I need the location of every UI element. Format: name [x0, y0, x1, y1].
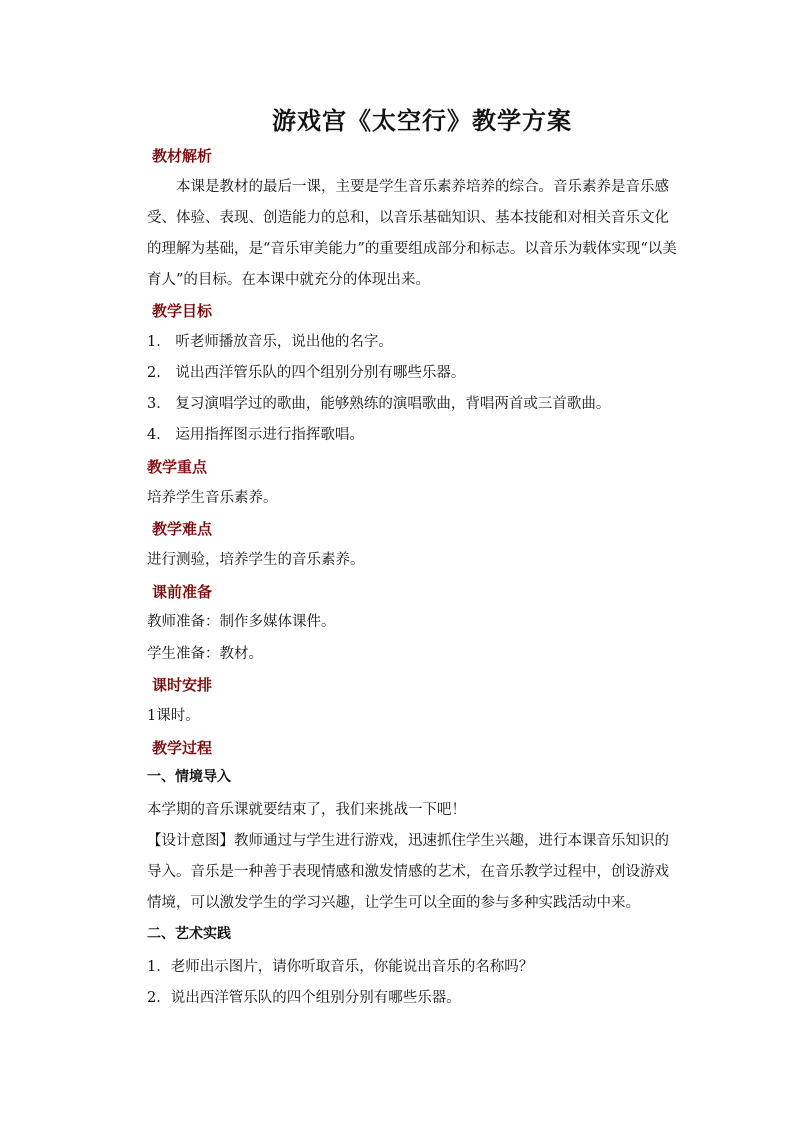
goal-item-2: 2． 说出西洋管乐队的四个组别分别有哪些乐器。	[147, 365, 466, 381]
paragraph-nandian: 进行测验，培养学生的音乐素养。	[147, 552, 365, 568]
paragraph-part1: 本学期的音乐课就要结束了，我们来挑战一下吧！	[147, 802, 466, 818]
heading-nandian: 教学难点	[152, 520, 213, 538]
goal-item-1: 1． 听老师播放音乐，说出他的名字。	[147, 334, 393, 350]
part2-item-1: 1．老师出示图片，请你听取音乐，你能说出音乐的名称吗？	[147, 959, 534, 975]
paragraph-jiaocai: 本课是教材的最后一课，主要是学生音乐素养培养的综合。音乐素养是音乐感受、体验、表现、创造能力的总和，以音乐基础知识、基本技能和对相关音乐文化的理解为基础，是“音乐审美能力”的重要组成部分和标志。以音乐为载体实现“以美育人”的目标。在本课中就充分的体现出来。	[147, 179, 677, 288]
document-title: 游戏宫《太空行》教学方案	[272, 106, 572, 135]
paragraph-student-prep: 学生准备：教材。	[147, 646, 263, 662]
paragraph-keshi: 1课时。	[147, 708, 200, 724]
subheading-part2: 二、艺术实践	[147, 926, 231, 942]
paragraph-teacher-prep: 教师准备：制作多媒体课件。	[147, 614, 336, 630]
heading-mubiao: 教学目标	[152, 302, 213, 320]
heading-guocheng: 教学过程	[152, 739, 213, 757]
paragraph-zhongdian: 培养学生音乐素养。	[147, 490, 278, 506]
heading-zhongdian: 教学重点	[147, 458, 208, 476]
part2-item-2: 2．说出西洋管乐队的四个组别分别有哪些乐器。	[147, 990, 461, 1006]
goal-item-4: 4． 运用指挥图示进行指挥歌唱。	[147, 427, 364, 443]
heading-zhunbei: 课前准备	[152, 583, 213, 601]
goal-item-3: 3． 复习演唱学过的歌曲，能够熟练的演唱歌曲，背唱两首或三首歌曲。	[147, 396, 611, 412]
heading-keshi: 课时安排	[152, 676, 213, 694]
heading-jiaocai: 教材解析	[152, 147, 213, 165]
subheading-part1: 一、情境导入	[147, 769, 231, 785]
paragraph-design-intent: 【设计意图】教师通过与学生进行游戏，迅速抓住学生兴趣，进行本课音乐知识的导入。音乐是一种善于表现情感和激发情感的艺术，在音乐教学过程中，创设游戏情境，可以激发学生的学习兴趣，让学生可以全面的参与多种实践活动中来。	[147, 833, 669, 911]
